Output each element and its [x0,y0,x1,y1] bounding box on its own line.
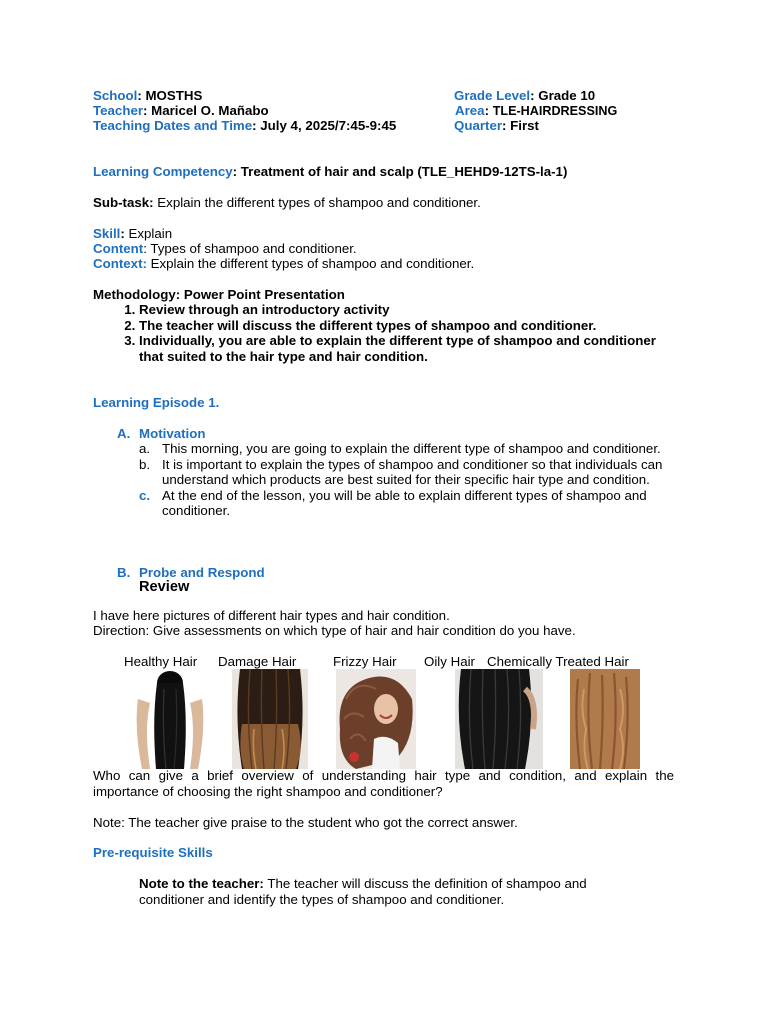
frizzy-hair-image [336,669,416,769]
area-label: Area [455,103,485,118]
list-text: This morning, you are going to explain the different type of shampoo and conditioner. [162,441,661,456]
quarter-label: Quarter [454,118,503,133]
dates-label: Teaching Dates and Time [93,118,253,133]
list-marker: a. [139,441,151,456]
motivation-heading [117,426,205,442]
caption-frizzy-hair: Frizzy Hair [333,654,397,669]
competency-label: Learning Competency [93,164,233,179]
school-label: School [93,88,138,103]
healthy-hair-image [130,669,210,769]
review-heading: Review [139,579,190,595]
subtask-value: Explain the different types of shampoo and conditioner. [157,195,481,210]
teacher-note-label: Note to the teacher: [139,876,264,891]
competency-row: Learning Competency: Treatment of hair and scalp (TLE_HEHD9-12TS-la-1) [93,164,568,179]
area-value: TLE-HAIRDRESSING [492,104,618,118]
review-direction: Direction: Give assessments on which type of hair and hair condition do you have. [93,623,576,638]
episode-title: Learning Episode 1. [93,395,220,410]
methodology-item: 1. Review through an introductory activity [139,302,674,318]
list-text: It is important to explain the types of shampoo and conditioner so that individuals can understand which products are best suited for their specific hair type and condition. [162,456,663,487]
oily-hair-image [455,669,543,769]
methodology-item: 2. The teacher will discuss the different types of shampoo and conditioner. [139,318,674,334]
motivation-letter: A. [117,426,131,441]
content-label: Content [93,241,144,256]
list-marker: c. [139,487,151,503]
quarter-row: Quarter: First [454,118,539,133]
list-item [139,456,677,488]
list-text: At the end of the lesson, you will be able to explain different types of shampoo and conditioner. [162,487,647,518]
teacher-note [139,876,619,907]
grade-row: Grade Level: Grade 10 [454,88,596,103]
school-row: School: MOSTHS [93,88,203,103]
quarter-value: First [510,118,539,133]
skill-label: Skill [93,226,121,241]
probe-title: Probe and Respond [139,565,265,580]
dates-row: Teaching Dates and Time: July 4, 2025/7:45-9:45 [93,118,397,133]
methodology-list [93,302,674,364]
teacher-note-text: The teacher will discuss the definition of shampoo and conditioner and identify the types of shampoo and conditioner. [139,876,587,907]
context-label: Context: [93,256,147,271]
list-item [139,441,677,457]
methodology-item: 3. Individually, you are able to explain the different type of shampoo and conditioner that suited to the hair type and hair condition. [139,333,674,364]
competency-value: Treatment of hair and scalp (TLE_HEHD9-12TS-la-1) [240,164,568,179]
caption-oily-hair: Oily Hair [424,654,475,669]
probe-letter: B. [117,565,131,580]
motivation-title: Motivation [139,426,206,441]
chemically-treated-hair-image [570,669,640,769]
grade-value: Grade 10 [538,88,596,103]
area-row: Area: TLE-HAIRDRESSING [455,103,618,118]
damage-hair-image [232,669,308,769]
content-value: Types of shampoo and conditioner. [150,241,357,256]
teacher-value: Maricel O. Mañabo [151,103,269,118]
skill-value: Explain [128,226,173,241]
content-row: Content: Types of shampoo and conditioner. [93,241,357,256]
review-question: Who can give a brief overview of understanding hair type and condition, and explain the importance of choosing the right shampoo and conditioner? [93,768,674,799]
methodology-title: Methodology: Power Point Presentation [93,287,345,302]
list-marker: b. [139,456,151,472]
review-note: Note: The teacher give praise to the student who got the correct answer. [93,815,518,830]
teacher-row: Teacher: Maricel O. Mañabo [93,103,269,118]
skill-row: Skill: Explain [93,226,173,241]
context-value: Explain the different types of shampoo and conditioner. [150,256,475,271]
list-item [139,487,677,519]
caption-damage-hair: Damage Hair [218,654,297,669]
grade-label: Grade Level [454,88,531,103]
school-value: MOSTHS [145,88,203,103]
teacher-label: Teacher [93,103,144,118]
subtask-label: Sub-task: [93,195,154,210]
caption-healthy-hair: Healthy Hair [124,654,198,669]
prereq-title: Pre-requisite Skills [93,845,213,860]
dates-value: July 4, 2025/7:45-9:45 [260,118,397,133]
context-row [93,256,474,272]
review-intro: I have here pictures of different hair types and hair condition. [93,608,450,623]
caption-chemically-treated-hair: Chemically Treated Hair [487,654,629,669]
subtask-row [93,195,481,211]
motivation-list [139,441,677,519]
